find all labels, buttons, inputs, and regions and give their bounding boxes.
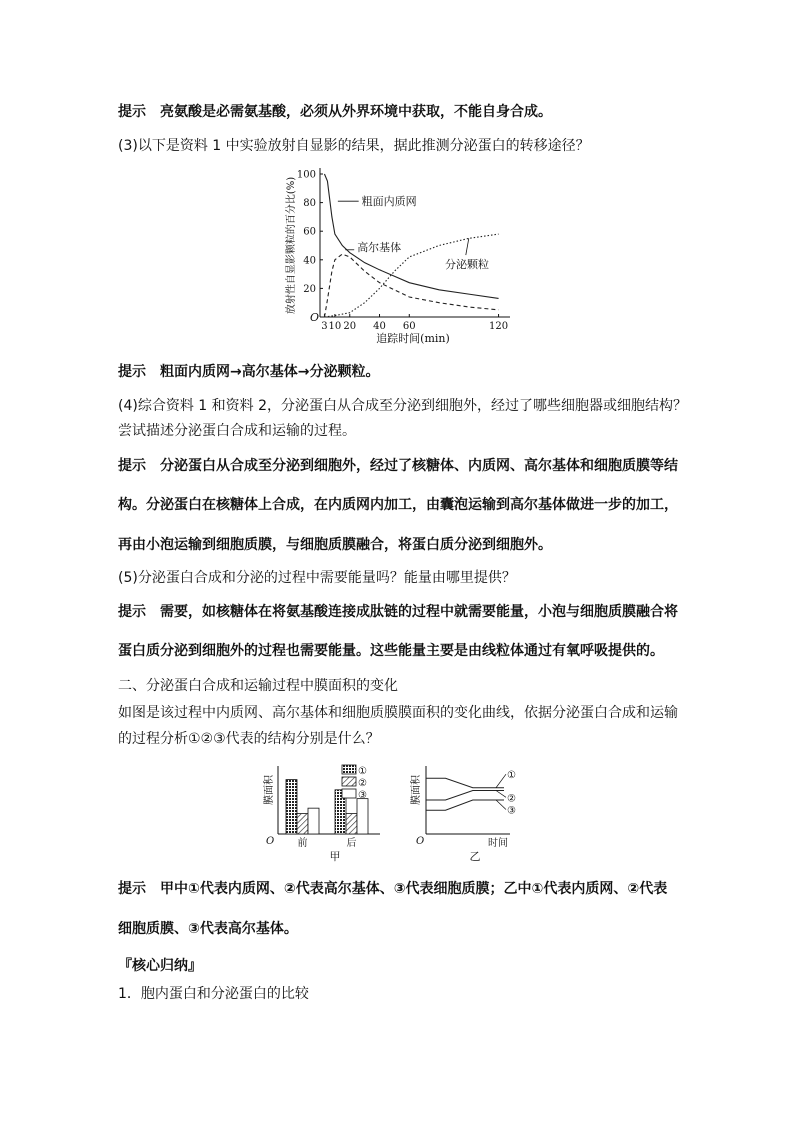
series-line-2 bbox=[426, 790, 504, 800]
question-3: (3)以下是资料 1 中实验放射自显影的结果，据此推测分泌蛋白的转移途径？ bbox=[118, 138, 590, 154]
y-axis-label: 放射性自显影颗粒的百分比(%) bbox=[286, 176, 297, 315]
tip-label: 提示 bbox=[118, 458, 146, 474]
legend-swatch bbox=[342, 777, 356, 786]
bar bbox=[286, 780, 297, 834]
bar bbox=[357, 799, 368, 834]
answer-5-line1 bbox=[118, 603, 678, 621]
series-leader bbox=[496, 774, 506, 788]
series-line-3 bbox=[324, 234, 498, 317]
series-leader bbox=[496, 800, 506, 810]
autoradiography-chart bbox=[270, 160, 530, 355]
tip-label: 提示 bbox=[118, 604, 146, 620]
series-label: ③ bbox=[507, 805, 516, 817]
origin-label: O bbox=[310, 311, 320, 324]
x-axis-label: 时间 bbox=[488, 838, 508, 849]
legend-label: ① bbox=[358, 766, 367, 777]
series-leader bbox=[466, 238, 469, 255]
series-label: 高尔基体 bbox=[357, 240, 402, 254]
answer-text: 亮氨酸是必需氨基酸，必须从外界环境中获取，不能自身合成。 bbox=[160, 104, 552, 120]
membrane-line-chart bbox=[408, 762, 538, 867]
tip-label: 提示 bbox=[118, 104, 146, 120]
x-tick-label: 20 bbox=[343, 321, 357, 332]
answer-text: 甲中①代表内质网、②代表高尔基体、③代表细胞质膜；乙中①代表内质网、②代表 bbox=[160, 881, 668, 897]
series-line-1 bbox=[426, 778, 504, 788]
answer-leucine bbox=[118, 103, 552, 121]
answer-6-line1 bbox=[118, 880, 667, 898]
series-line-1 bbox=[324, 174, 498, 298]
question-4-line2: 尝试描述分泌蛋白合成和运输的过程。 bbox=[118, 423, 356, 439]
chart-title: 甲 bbox=[329, 850, 341, 863]
series-label: 粗面内质网 bbox=[361, 195, 417, 209]
section-2-heading: 二、分泌蛋白合成和运输过程中膜面积的变化 bbox=[118, 678, 398, 694]
bar bbox=[308, 808, 319, 834]
series-label: ① bbox=[507, 770, 516, 782]
answer-6-line2: 细胞质膜、③代表高尔基体。 bbox=[118, 921, 298, 937]
summary-item-1: 1．胞内蛋白和分泌蛋白的比较 bbox=[118, 986, 309, 1002]
tip-label: 提示 bbox=[118, 881, 146, 897]
series-leader bbox=[496, 790, 506, 797]
answer-5-line2: 蛋白质分泌到细胞外的过程也需要能量。这些能量主要是由线粒体通过有氧呼吸提供的。 bbox=[118, 643, 664, 659]
bar bbox=[346, 814, 357, 834]
paragraph-2-line2: 的过程分析①②③代表的结构分别是什么？ bbox=[118, 731, 380, 747]
paragraph-2-line1: 如图是该过程中内质网、高尔基体和细胞质膜膜面积的变化曲线，依据分泌蛋白合成和运输 bbox=[118, 705, 678, 721]
answer-4-line2: 构。分泌蛋白在核糖体上合成，在内质网内加工，由囊泡运输到高尔基体做进一步的加工， bbox=[118, 497, 678, 513]
answer-4-line3: 再由小泡运输到细胞质膜，与细胞质膜融合，将蛋白质分泌到细胞外。 bbox=[118, 537, 552, 553]
origin-label: O bbox=[266, 836, 275, 847]
x-axis-label: 追踪时间(min) bbox=[376, 332, 450, 345]
tip-label: 提示 bbox=[118, 364, 146, 380]
legend-label: ③ bbox=[358, 790, 367, 801]
answer-text: 粗面内质网→高尔基体→分泌颗粒。 bbox=[160, 364, 380, 380]
membrane-bar-chart bbox=[262, 762, 392, 867]
x-tick-label: 60 bbox=[402, 321, 416, 332]
series-label: 分泌颗粒 bbox=[444, 258, 489, 272]
x-tick-label: 3 bbox=[321, 321, 328, 332]
answer-4-line1 bbox=[118, 457, 678, 475]
answer-text: 分泌蛋白从合成至分泌到细胞外，经过了核糖体、内质网、高尔基体和细胞质膜等结 bbox=[160, 458, 678, 474]
y-tick-label: 60 bbox=[303, 226, 316, 238]
chart-title: 乙 bbox=[469, 850, 481, 863]
y-axis-label: 膜面积 bbox=[411, 775, 422, 805]
y-tick-label: 20 bbox=[303, 283, 316, 295]
x-tick-label: 120 bbox=[489, 321, 509, 332]
x-tick-label: 后 bbox=[346, 838, 357, 849]
series-line-3 bbox=[426, 800, 504, 810]
y-tick-label: 80 bbox=[303, 198, 316, 210]
bar bbox=[297, 814, 308, 834]
y-axis-label: 膜面积 bbox=[264, 775, 275, 805]
question-4-line1: (4)综合资料 1 和资料 2，分泌蛋白从合成至分泌到细胞外，经过了哪些细胞器或细胞结构？ bbox=[118, 398, 687, 414]
series-label: ② bbox=[507, 793, 516, 805]
y-tick-label: 40 bbox=[303, 255, 316, 267]
legend-swatch bbox=[342, 789, 356, 798]
question-5: (5)分泌蛋白合成和分泌的过程中需要能量吗？能量由哪里提供？ bbox=[118, 570, 516, 586]
answer-text: 需要，如核糖体在将氨基酸连接成肽链的过程中就需要能量，小泡与细胞质膜融合将 bbox=[160, 604, 678, 620]
legend-swatch bbox=[342, 765, 356, 774]
x-tick-label: 10 bbox=[328, 321, 342, 332]
y-tick-label: 100 bbox=[296, 169, 316, 181]
legend-label: ② bbox=[358, 778, 367, 789]
answer-3 bbox=[118, 363, 379, 381]
x-tick-label: 40 bbox=[373, 321, 386, 332]
origin-label: O bbox=[416, 836, 425, 847]
core-summary-heading: 『核心归纳』 bbox=[118, 958, 202, 974]
x-tick-label: 前 bbox=[297, 838, 308, 849]
